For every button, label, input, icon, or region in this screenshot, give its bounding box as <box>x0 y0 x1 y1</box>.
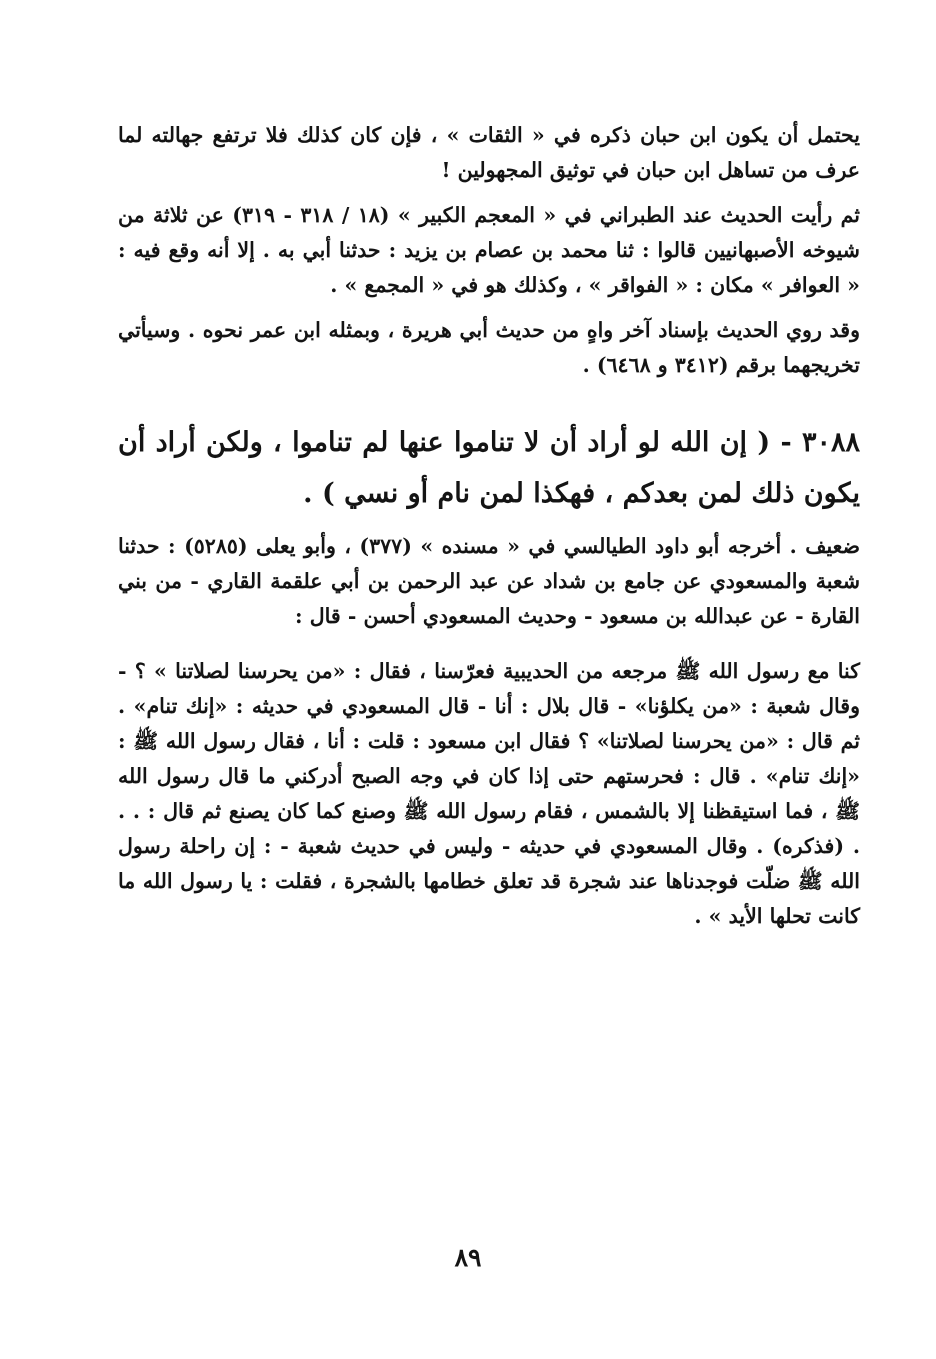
paragraph-commentary-1: يحتمل أن يكون ابن حبان ذكره في « الثقات » ، فإن كان كذلك فلا ترتفع جهالته لما عرف من تساهل ابن حبان في توثيق المجهولين ! <box>118 123 860 182</box>
paragraph-commentary-2: ثم رأيت الحديث عند الطبراني في « المعجم الكبير » (١٨ / ٣١٨ - ٣١٩) عن ثلاثة من شيوخه الأصبهانيين قالوا : ثنا محمد بن عصام بن يزيد : حدثنا أبي به . إلا أنه وقع فيه : « العوافر » مكان : « الفواقر » ، وكذلك هو في « المجمع » . <box>118 203 860 297</box>
spacer <box>118 303 860 313</box>
spacer <box>118 188 860 198</box>
hadith-heading: ٣٠٨٨ - ( إن الله لو أراد أن لا تناموا عنها لم تناموا ، ولكن أراد أن يكون ذلك لمن بعدكم ، فهكذا لمن نام أو نسي ) . <box>118 427 860 509</box>
page-number: ٨٩ <box>454 1243 482 1272</box>
spacer <box>118 634 860 654</box>
spacer <box>118 383 860 417</box>
paragraph-takhrij: ضعيف . أخرجه أبو داود الطيالسي في « مسنده » (٣٧٧) ، وأبو يعلى (٥٢٨٥) : حدثنا شعبة والمسعودي عن جامع بن شداد عن عبد الرحمن بن أبي علقمة القاري - من بني القارة - عن عبدالله بن مسعود - وحديث المسعودي أحسن - قال : <box>118 534 860 628</box>
page-body <box>118 118 860 934</box>
paragraph-narration: كنا مع رسول الله ﷺ مرجعه من الحديبية فعرّسنا ، فقال : «من يحرسنا لصلاتنا » ؟ - وقال شعبة : «من يكلؤنا» - قال بلال : أنا - قال المسعودي في حديثه : «إنك تنام» . ثم قال : «من يحرسنا لصلاتنا» ؟ فقال ابن مسعود : قلت : أنا ، فقال رسول الله ﷺ : «إنك تنام» . قال : فحرستهم حتى إذا كان في وجه الصبح أدركني ما قال رسول الله ﷺ ، فما استيقظنا إلا بالشمس ، فقام رسول الله ﷺ وصنع كما كان يصنع ثم قال : . . . (فذكره) . وقال المسعودي في حديثه - وليس في حديث شعبة - : إن راحلة رسول الله ﷺ ضلّت فوجدناها عند شجرة قد تعلق خطامها بالشجرة ، فقلت : يا رسول الله ما كانت تحلها الأيد » . <box>118 659 860 928</box>
spacer <box>118 519 860 529</box>
paragraph-commentary-3: وقد روي الحديث بإسناد آخر واهٍ من حديث أبي هريرة ، وبمثله ابن عمر نحوه . وسيأتي تخريجهما برقم (٣٤١٢ و ٦٤٦٨) . <box>118 318 860 377</box>
